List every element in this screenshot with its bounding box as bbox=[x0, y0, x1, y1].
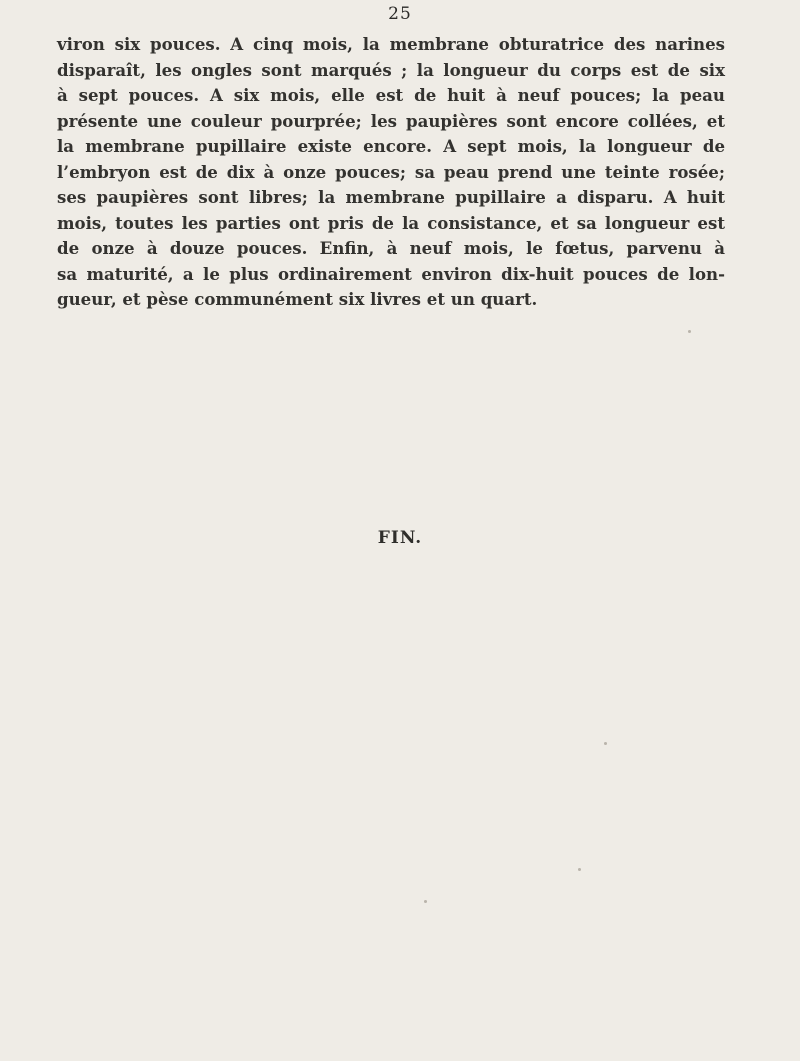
text-line: viron six pouces. A cinq mois, la membrane obturatrice des narines bbox=[57, 34, 725, 54]
text-line: l’embryon est de dix à onze pouces; sa peau prend une teinte rosée; bbox=[57, 161, 725, 182]
text-line: présente une couleur pourprée; les paupières sont encore collées, et bbox=[57, 110, 725, 131]
paper-speck bbox=[604, 742, 607, 745]
text-line: mois, toutes les parties ont pris de la consistance, et sa longueur est bbox=[57, 212, 725, 233]
text-line: ses paupières sont libres; la membrane pupillaire a disparu. A huit bbox=[57, 187, 725, 207]
body-paragraph bbox=[57, 32, 725, 313]
paper-speck bbox=[688, 330, 691, 333]
page-number: 25 bbox=[388, 4, 412, 24]
text-line: de onze à douze pouces. Enfin, à neuf mois, le fœtus, parvenu à bbox=[57, 238, 725, 258]
text-line: gueur, et pèse communément six livres et un quart. bbox=[57, 289, 538, 309]
paper-speck bbox=[424, 900, 427, 903]
fin-mark: FIN. bbox=[377, 528, 423, 548]
paper-speck bbox=[578, 868, 581, 871]
text-line: la membrane pupillaire existe encore. A sept mois, la longueur de bbox=[57, 136, 725, 156]
text-line: à sept pouces. A six mois, elle est de huit à neuf pouces; la peau bbox=[57, 85, 725, 105]
text-line: sa maturité, a le plus ordinairement environ dix-huit pouces de lon- bbox=[57, 263, 725, 284]
text-line: disparaît, les ongles sont marqués ; la longueur du corps est de six bbox=[57, 59, 725, 80]
